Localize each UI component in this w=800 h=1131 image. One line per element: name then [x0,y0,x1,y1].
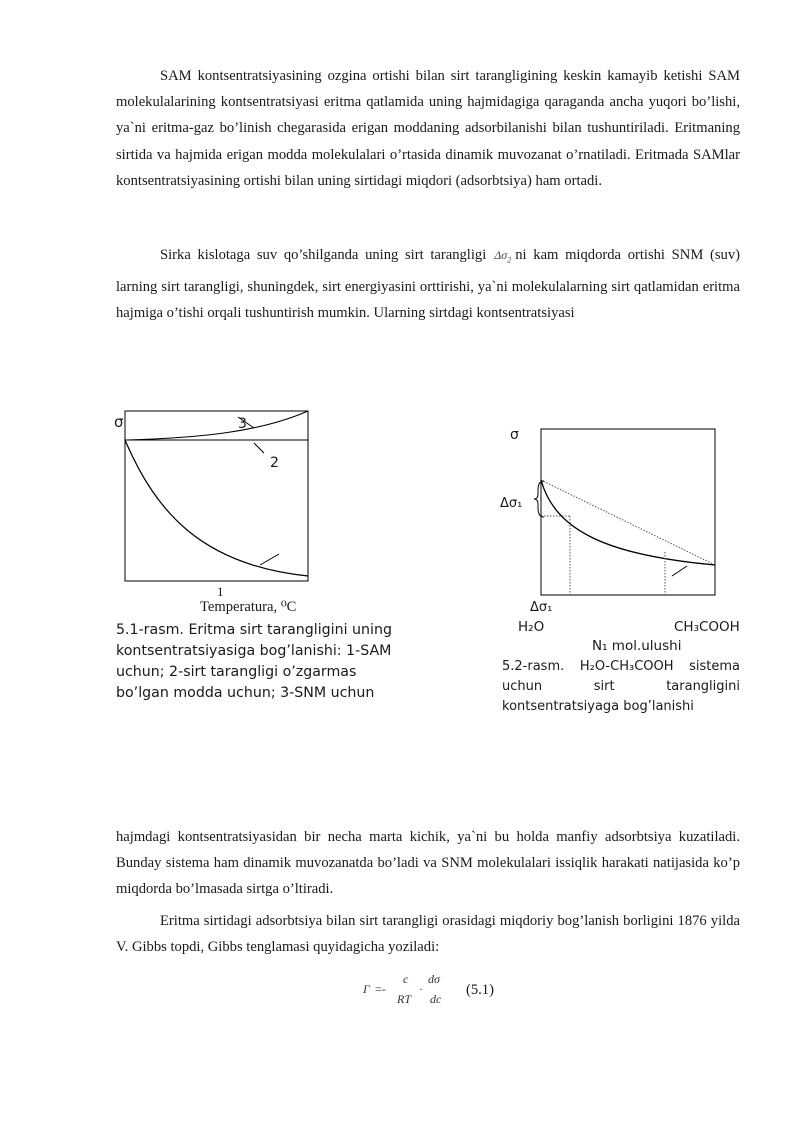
curve-3-line [125,411,308,440]
figure-2-y-label: σ [510,427,519,443]
figure-2-delta-label: Δσ₁ [500,496,523,511]
formula-equals: =- [375,982,386,996]
paragraph-1 [116,63,740,194]
curve-1-pointer [260,554,279,565]
formula-den-rt: RT [397,992,412,1006]
formula-gamma: Γ [363,982,370,996]
figure-2 [495,420,745,620]
paragraph-3-text: hajmdagi kontsentratsiyasidan bir necha marta kichik, ya`ni bu holda manfiy adsorbtsiya kuzatiladi. Bunday sistema ham dinamik muvozanatda bo’ladi va SNM molekulalari issiqlik harakati natijasida ko’p miqdorda bo’lmasada sirtga o’ltiradi. [116,829,740,898]
paragraph-1-text: SAM kontsentratsiyasining ozgina ortishi bilan sirt tarangligining keskin kamayib ketishi SAM molekulalarining kontsentratsiyasi eritma qatlamida uning hajmidagiga qaraganda ancha yuqori bo’lishi, ya`ni eritma-gaz bo’linish chegarasida erigan moddaning adsorbilanishi bilan tushuntiriladi. Eritmaning sirtida va hajmida erigan modda molekulalari o’rtasida dinamik muvozanat o’rnatiladi. Eritmada SAMlar kontsentratsiyasining ortishi bilan uning sirtidagi miqdori (adsorbtsiya) ham ortadi. [116,68,740,189]
delta-sigma-symbol: $\Delta\sigma_2$ [494,248,512,265]
curve-label-2: 2 [270,455,279,471]
figure-1 [110,400,410,620]
curve-label-3: 3 [238,416,247,432]
curve-1-line [125,440,308,576]
figure-1-plot [110,400,410,620]
paragraph-2-text-b: ni kam miqdorda ortishi SNM (suv) larning sirt tarangligi, shuningdek, sirt energiyasini orttirishi, ya`ni molekulalarning sirt qatlamidan eritma hajmiga o’tishi orqali tushuntirish mumkin. Ularning sirtdagi kontsentratsiyasi [116,247,740,321]
paragraph-4 [116,908,740,960]
formula-num-c: c [403,972,409,986]
figure-1-frame [125,411,308,581]
gibbs-equation [355,968,515,1016]
paragraph-2-text-a: Sirka kislotaga suv qo’shilganda uning sirt tarangligi [160,247,487,263]
figure-2-delta-bottom: Δσ₁ [530,600,553,615]
figure-2-x-label: N₁ mol.ulushi [592,638,682,654]
figure-1-x-label: Temperatura, ⁰C [200,599,297,615]
figure-2-caption: 5.2-rasm. H₂O-CH₃COOH sistema uchun sirt tarangligini kontsentratsiyaga bog’lanishi [502,659,740,714]
formula-num-dsigma: dσ [428,972,440,986]
figure-2-pointer [672,566,687,576]
figure-2-frame [541,429,715,595]
formula-number: (5.1) [466,982,494,998]
figure-1-y-label: σ [114,413,124,431]
formula-dot: · [419,982,423,996]
ideal-line [541,480,715,565]
formula-den-dc: dc [430,992,442,1006]
paragraph-4-text: Eritma sirtidagi adsorbtsiya bilan sirt tarangligi orasidagi miqdoriy bog’lanish borligini 1876 yilda V. Gibbs topdi, Gibbs tenglamasi quyidagicha yoziladi: [116,913,740,956]
curve-label-1: 1 [217,584,224,599]
paragraph-2 [116,242,740,326]
figure-2-plot [495,420,745,620]
figure-1-caption: 5.1-rasm. Eritma sirt tarangligini uning kontsentratsiyasiga bog’lanishi: 1-SAM uchun; 2-sirt tarangligi o’zgarmas bo’lgan modda uchun; 3-SNM uchun [116,622,392,701]
figure-2-right-label: CH₃COOH [674,619,740,635]
curve-2-pointer [254,443,264,453]
figure-2-left-label: H₂O [518,619,545,635]
paragraph-3 [116,824,740,903]
